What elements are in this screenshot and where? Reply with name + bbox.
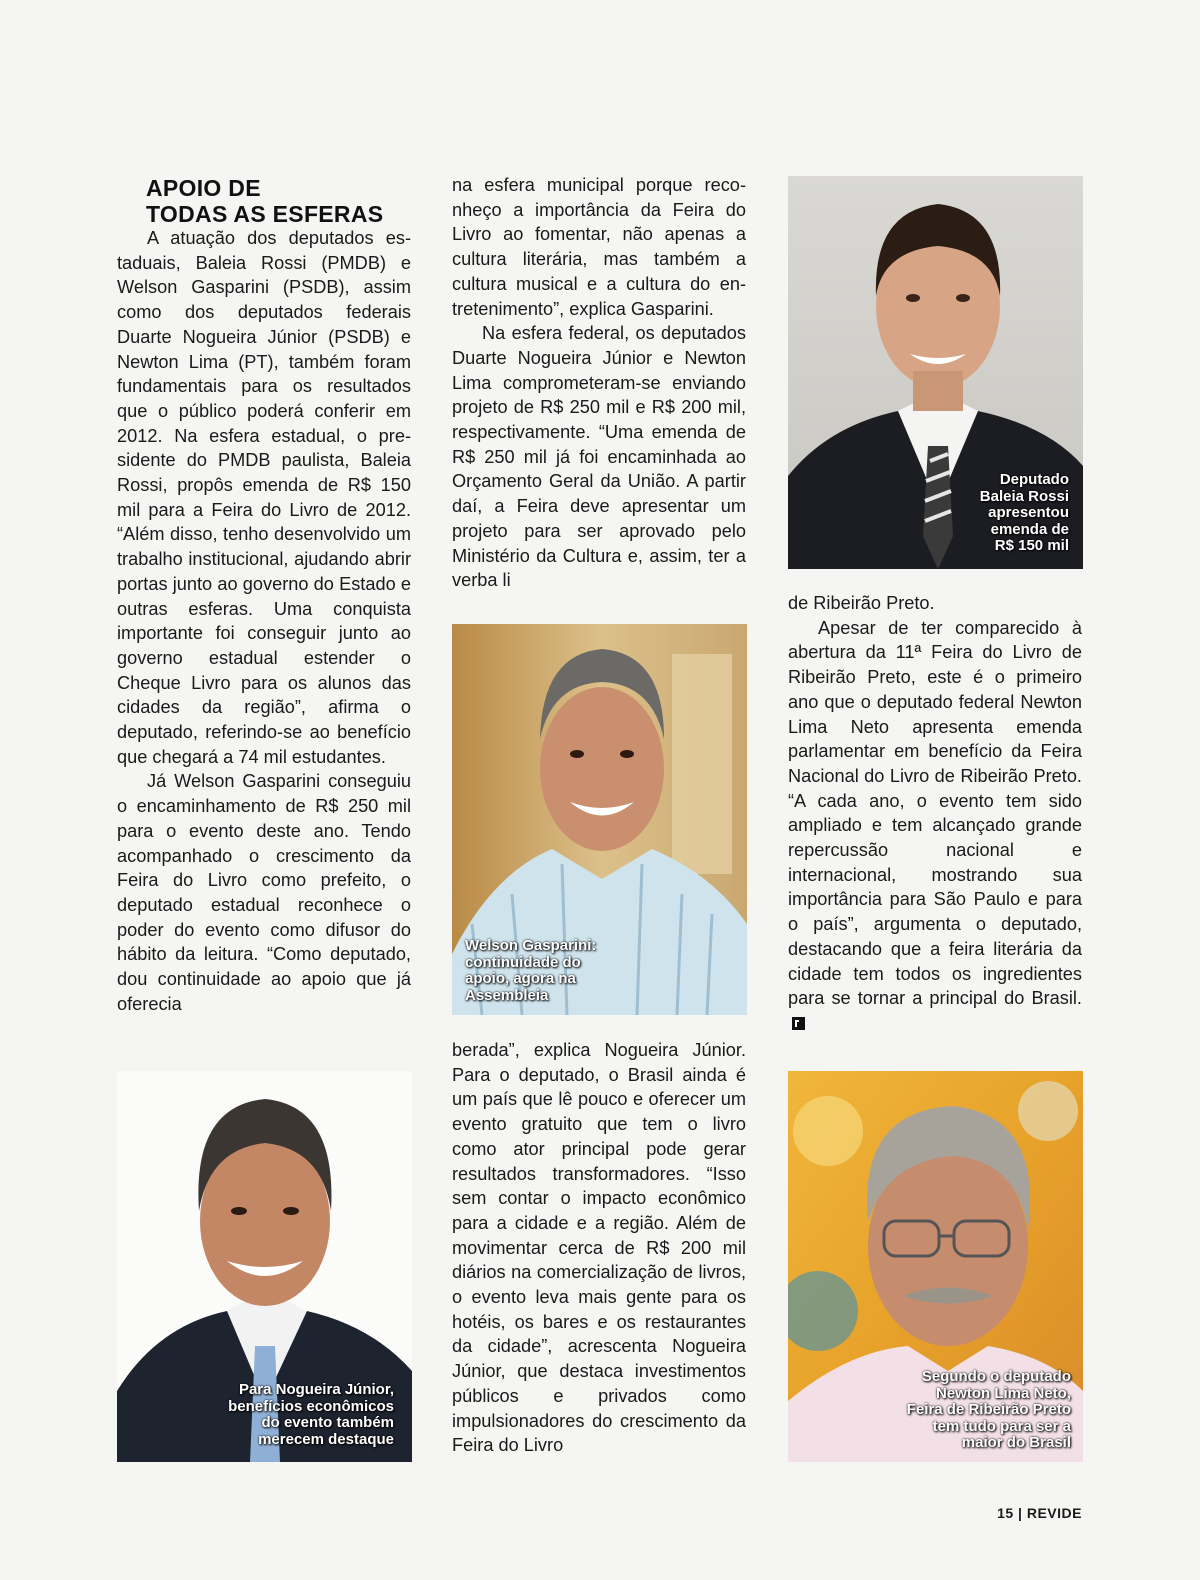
col2-paragraph-3: berada”, explica Nogueira Júnior. Para o deputado, o Brasil ainda é um país que lê pouco e oferecer um evento gratuito que tem o livro como ator principal pode gerar resultados transformadores. “Isso sem contar o impacto econômico para a cidade e a região. Além de movimentar cerca de R$ 200 mil diários na comercialização de livros, o evento leva mais gente para os hotéis, os bares e os restaurantes da cidade”, acrescenta Nogueira Júnior, que destaca investimentos públicos e privados como impulsionadores do crescimento da Feira do Livro: [452, 1040, 746, 1456]
col3-paragraph-2-text: Apesar de ter comparecido à abertura da 11ª Feira do Livro de Ribeirão Preto, este é o primeiro ano que o deputado federal Newton Lima Neto apresenta emenda parlamentar em benefício da Feira Nacional do Livro de Ribeirão Preto. “A cada ano, o evento tem sido ampliado e tem alcançado grande repercussão nacional e internacional, mostrando sua importância para São Paulo e para o país”, argumenta o deputado, destacando que a feira literária da cidade tem todos os ingredientes para se tornar a principal do Brasil.: [788, 617, 1082, 1009]
caption-nogueira-junior: [228, 1382, 394, 1448]
caption-line: Segundo o deputado: [921, 1368, 1071, 1385]
caption-line: Newton Lima Neto,: [935, 1384, 1071, 1402]
heading-line-1: APOIO DE: [146, 175, 261, 201]
page-folio: 15 | REVIDE: [997, 1505, 1082, 1521]
end-of-article-icon: [792, 1017, 805, 1030]
column-3: [788, 591, 1082, 1036]
col1-paragraph-1: A atuação dos deputados estaduais, Baleia Rossi (PMDB) e Welson Gasparini (PSDB), assim como dos deputados federais Duarte Nogueira Júnior (PSDB) e Newton Lima (PT), também foram fundamentais para os resultados que o público poderá conferir em 2012. Na esfera estadual, o presidente do PMDB paulista, Baleia Rossi, propôs emenda de R$ 150 mil para a Feira do Livro de 2012. “Além disso, tenho desenvolvido um trabalho institucional, ajudando abrir portas junto ao governo do Estado e outras esferas. Uma conquista importante foi conseguir junto ao governo estadual estender o Cheque Livro para os alunos das cidades da região”, afirma o deputado, referindo-se ao benefício que chegará a 74 mil estudantes.: [117, 228, 411, 767]
column-2-bottom: [452, 1038, 746, 1458]
caption-line: apresentou: [988, 504, 1069, 521]
caption-line: benefícios econômicos: [228, 1397, 394, 1415]
col2-paragraph-2: Na esfera federal, os deputados Duarte Nogueira Júnior e Newton Lima comprometeram-se enviando projeto de R$ 250 mil e R$ 200 mil, respectivamente. “Uma emenda de R$ 250 mil já foi encaminhada ao Orçamento Geral da União. A partir daí, a Feira deve apresentar um projeto para ser aprovado pelo Ministério da Cultura e, assim, ter a verba li: [452, 323, 746, 591]
heading-line-2: TODAS AS ESFERAS: [146, 201, 384, 227]
caption-line: Welson Gasparini:: [465, 937, 597, 954]
caption-line: do evento também: [261, 1414, 394, 1431]
caption-line: apoio, agora na: [465, 970, 576, 987]
caption-line: tem tudo para ser a: [932, 1417, 1071, 1435]
col2-paragraph-1: na esfera municipal porque reconheço a importância da Feira do Livro ao fomentar, não apenas a cultura literária, mas também a cultura musical e a cultura do entretenimento”, explica Gasparini.: [452, 175, 746, 319]
caption-welson-gasparini: [465, 938, 596, 1004]
caption-line: Feira de Ribeirão Preto: [906, 1401, 1071, 1418]
caption-line: maior do Brasil: [961, 1434, 1071, 1451]
caption-line: emenda de: [990, 520, 1069, 538]
photo-welson-gasparini: [452, 624, 747, 1015]
photo-newton-lima: [788, 1071, 1083, 1462]
caption-newton-lima: [907, 1369, 1071, 1452]
caption-line: Deputado: [999, 471, 1069, 488]
col3-paragraph-1: de Ribeirão Preto.: [788, 593, 935, 613]
caption-line: Assembleia: [465, 986, 549, 1004]
caption-line: Para Nogueira Júnior,: [238, 1381, 394, 1398]
column-1: [117, 226, 411, 1017]
col3-paragraph-2: [788, 616, 1082, 1036]
col1-paragraph-2: Já Welson Gasparini conseguiu o encaminhamento de R$ 250 mil para o evento deste ano. Tendo acompanhado o crescimento da Feira do Livro como prefeito, o deputado estadual reconhece o poder do evento como difusor do hábito da leitura. “Como deputado, dou continuidade ao apoio que já oferecia: [117, 771, 411, 1014]
caption-line: merecem destaque: [258, 1430, 394, 1448]
caption-line: R$ 150 mil: [994, 537, 1069, 554]
caption-baleia-rossi: [980, 472, 1069, 555]
photo-nogueira-junior: [117, 1071, 412, 1462]
column-2-top: [452, 173, 746, 593]
caption-line: continuidade do: [465, 953, 581, 971]
photo-baleia-rossi: [788, 176, 1083, 569]
article-heading: [146, 175, 416, 227]
caption-line: Baleia Rossi: [979, 487, 1069, 505]
